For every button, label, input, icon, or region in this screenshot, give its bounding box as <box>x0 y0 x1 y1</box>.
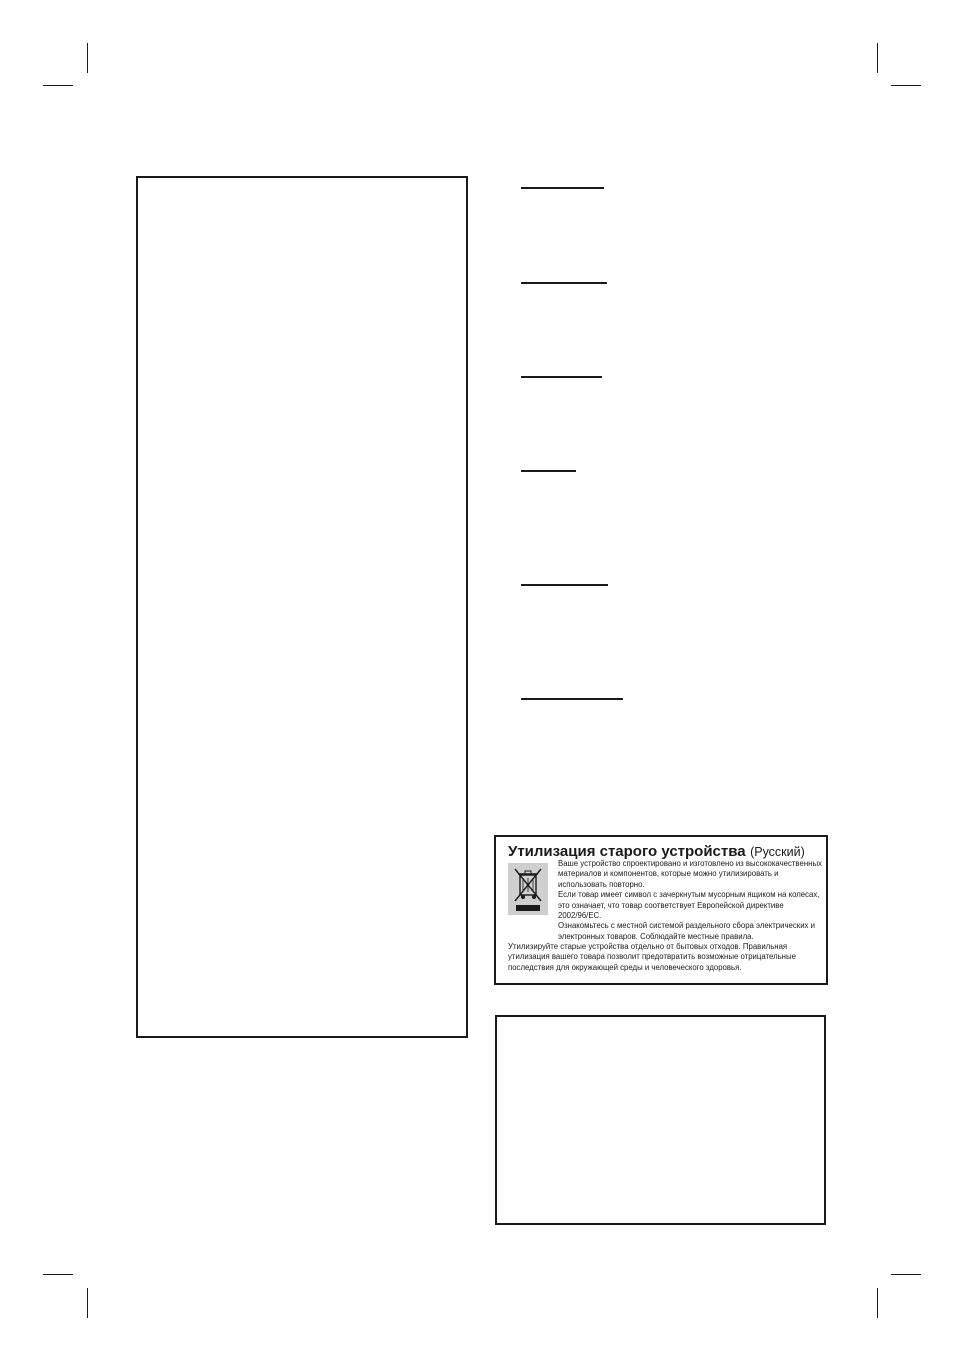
recycling-paragraph: Если товар имеет символ с зачеркнутым мусорным ящиком на колесах, это означает, что товар соответствует Европейской директиве 2002/96/EC. <box>558 890 820 921</box>
heading-underline <box>521 698 623 700</box>
recycling-language: (Русский) <box>750 845 805 859</box>
crop-mark <box>87 1288 88 1318</box>
heading-underline <box>521 584 608 586</box>
recycling-paragraph: Ознакомьтесь с местной системой раздельного сбора электрических и электронных товаров. Соблюдайте местные правила. <box>558 921 815 941</box>
heading-underline <box>521 187 604 189</box>
crop-mark <box>891 85 921 86</box>
recycling-notice <box>494 835 828 985</box>
crop-mark <box>87 43 88 73</box>
recycling-title: Утилизация старого устройства <box>508 843 746 860</box>
crop-mark <box>877 43 878 73</box>
recycling-paragraph: Утилизируйте старые устройства отдельно от бытовых отходов. Правильная утилизация вашего товара позволит предотвратить возможные отрицательные последствия для окружающей среды и человеческого здоровья. <box>508 942 796 972</box>
crop-mark <box>891 1274 921 1275</box>
crop-mark <box>43 85 73 86</box>
crop-mark <box>43 1274 73 1275</box>
crossed-out-wheelie-bin-icon <box>508 863 548 915</box>
heading-underline <box>521 376 602 378</box>
left-frame <box>136 176 468 1038</box>
recycling-text-block <box>558 859 824 942</box>
heading-underline <box>521 470 576 472</box>
heading-underline <box>521 282 607 284</box>
crop-mark <box>877 1288 878 1318</box>
recycling-paragraph: Ваше устройство спроектировано и изготовлено из высококачественных материалов и компонентов, которые можно утилизировать и использовать повторно. <box>558 859 822 889</box>
right-lower-frame <box>495 1015 826 1225</box>
